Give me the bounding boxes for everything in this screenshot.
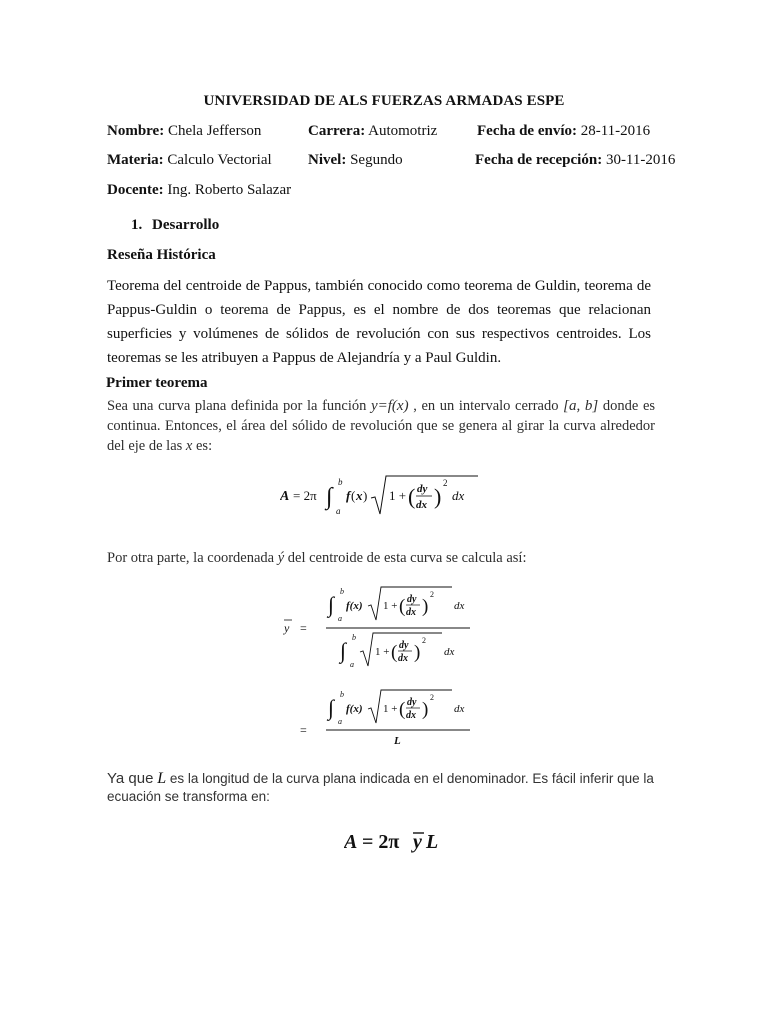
- materia-field: [107, 152, 272, 169]
- svg-text:): ): [363, 488, 368, 503]
- svg-text:1 +: 1 +: [383, 703, 398, 715]
- svg-text:f: f: [346, 488, 351, 503]
- svg-text:(: (: [399, 596, 406, 617]
- svg-text:dx: dx: [454, 600, 465, 612]
- svg-text:x: x: [356, 488, 363, 503]
- fecha-recepcion-label: Fecha de recepción:: [475, 152, 603, 168]
- fecha-envio-field: [477, 123, 650, 140]
- length-paragraph: [107, 770, 655, 806]
- length-text-2: es la longitud de la curva plana indicada en el denominador. Es fácil inferir que la ecuación se transforma en:: [107, 771, 654, 804]
- svg-text:=: =: [300, 723, 307, 737]
- function-expression: y=f(x): [370, 398, 409, 414]
- carrera-label: Carrera:: [308, 123, 366, 139]
- svg-text:): ): [422, 596, 429, 617]
- svg-text:1 +: 1 +: [389, 488, 407, 503]
- section-number: 1.: [131, 217, 143, 233]
- svg-text:dx: dx: [406, 607, 416, 618]
- svg-text:A: A: [280, 489, 290, 504]
- carrera-value: Automotriz: [368, 123, 438, 139]
- svg-text:b: b: [340, 690, 344, 699]
- svg-text:y: y: [413, 831, 422, 853]
- x-variable: x: [185, 438, 193, 454]
- nombre-value: Chela Jefferson: [167, 123, 262, 139]
- svg-text:L: L: [426, 831, 439, 853]
- svg-text:dx: dx: [444, 646, 455, 658]
- y-variable: ý: [277, 550, 285, 566]
- svg-text:a: a: [338, 614, 342, 623]
- docente-value: Ing. Roberto Salazar: [167, 182, 292, 198]
- svg-text:dx: dx: [416, 499, 427, 511]
- svg-text:dx: dx: [452, 488, 465, 503]
- svg-text:(: (: [399, 699, 406, 720]
- svg-text:): ): [422, 699, 429, 720]
- centroid-paragraph: [107, 548, 655, 568]
- nombre-field: [107, 123, 261, 140]
- svg-text:A: A: [344, 831, 358, 853]
- svg-text:b: b: [338, 477, 343, 487]
- svg-text:∫: ∫: [340, 638, 347, 663]
- theorem-heading: Primer teorema: [106, 375, 208, 391]
- svg-text:(: (: [351, 488, 356, 503]
- svg-text:(: (: [391, 642, 398, 663]
- svg-text:b: b: [352, 633, 356, 642]
- svg-text:dy: dy: [407, 697, 417, 708]
- final-equation: [344, 824, 454, 858]
- theorem-paragraph: [107, 396, 655, 456]
- svg-text:∫: ∫: [328, 695, 335, 720]
- svg-text:2: 2: [430, 693, 434, 702]
- svg-text:dy: dy: [399, 640, 409, 651]
- nivel-value: Segundo: [350, 152, 403, 168]
- interval-expression: [a, b]: [563, 398, 599, 414]
- docente-label: Docente:: [107, 182, 164, 198]
- svg-text:= 2π: = 2π: [293, 488, 317, 503]
- nivel-label: Nivel:: [308, 152, 347, 168]
- theorem-text-2: , en un intervalo cerrado: [413, 398, 559, 414]
- centroid-equation: [282, 582, 482, 752]
- subsection-heading: Reseña Histórica: [107, 247, 216, 263]
- centroid-text-1: Por otra parte, la coordenada: [107, 550, 275, 566]
- fecha-envio-value: 28-11-2016: [580, 123, 651, 139]
- theorem-text-4: es:: [195, 438, 213, 454]
- svg-text:a: a: [338, 717, 342, 726]
- nivel-field: [308, 152, 403, 169]
- svg-text:= 2π: = 2π: [362, 831, 400, 853]
- svg-text:f(x): f(x): [346, 703, 363, 715]
- svg-text:(: (: [408, 484, 416, 509]
- theorem-text-3: donde es continua. Entonces, el área del sólido de revolución que se genera al girar la curva alrededor del eje de las: [107, 398, 656, 454]
- svg-text:): ): [414, 642, 421, 663]
- fecha-recepcion-value: 30-11-2016: [605, 152, 676, 168]
- section-title: Desarrollo: [152, 217, 220, 233]
- L-variable: L: [157, 770, 167, 787]
- length-text-1: Ya que: [107, 770, 154, 787]
- fecha-recepcion-field: [475, 152, 675, 169]
- svg-text:dy: dy: [417, 483, 428, 495]
- svg-text:2: 2: [422, 636, 426, 645]
- svg-text:a: a: [336, 506, 341, 516]
- svg-text:): ): [434, 484, 442, 509]
- svg-text:a: a: [350, 660, 354, 669]
- svg-text:1 +: 1 +: [375, 646, 390, 658]
- section-heading: [131, 217, 219, 234]
- svg-text:L: L: [394, 735, 401, 747]
- svg-text:∫: ∫: [328, 592, 335, 617]
- svg-text:2: 2: [443, 478, 448, 488]
- svg-text:b: b: [340, 587, 344, 596]
- theorem-text-1: Sea una curva plana definida por la función: [107, 398, 367, 414]
- materia-label: Materia:: [107, 152, 164, 168]
- svg-text:2: 2: [430, 590, 434, 599]
- svg-text:dx: dx: [398, 653, 408, 664]
- fecha-envio-label: Fecha de envío:: [477, 123, 577, 139]
- docente-field: [107, 182, 291, 199]
- svg-text:y: y: [284, 621, 290, 635]
- svg-text:1 +: 1 +: [383, 600, 398, 612]
- svg-text:dx: dx: [454, 703, 465, 715]
- svg-text:f(x): f(x): [346, 600, 363, 612]
- centroid-text-2: del centroide de esta curva se calcula así:: [287, 550, 527, 566]
- svg-text:∫: ∫: [326, 484, 333, 510]
- materia-value: Calculo Vectorial: [167, 152, 272, 168]
- document-title: UNIVERSIDAD DE ALS FUERZAS ARMADAS ESPE: [203, 93, 565, 109]
- svg-text:dy: dy: [407, 594, 417, 605]
- history-paragraph: Teorema del centroide de Pappus, también conocido como teorema de Guldin, teorema de Pappus-Guldin o teorema de Pappus, es el nombre de dos teoremas que relacionan superficies y volúmenes de sólidos de revolución con sus respectivos centroides. Los teoremas se les atribuyen a Pappus de Alejandría y a Paul Guldin.: [107, 278, 651, 366]
- carrera-field: [308, 123, 437, 140]
- svg-text:dx: dx: [406, 710, 416, 721]
- area-equation: [280, 470, 490, 522]
- nombre-label: Nombre:: [107, 123, 165, 139]
- svg-text:=: =: [300, 621, 307, 635]
